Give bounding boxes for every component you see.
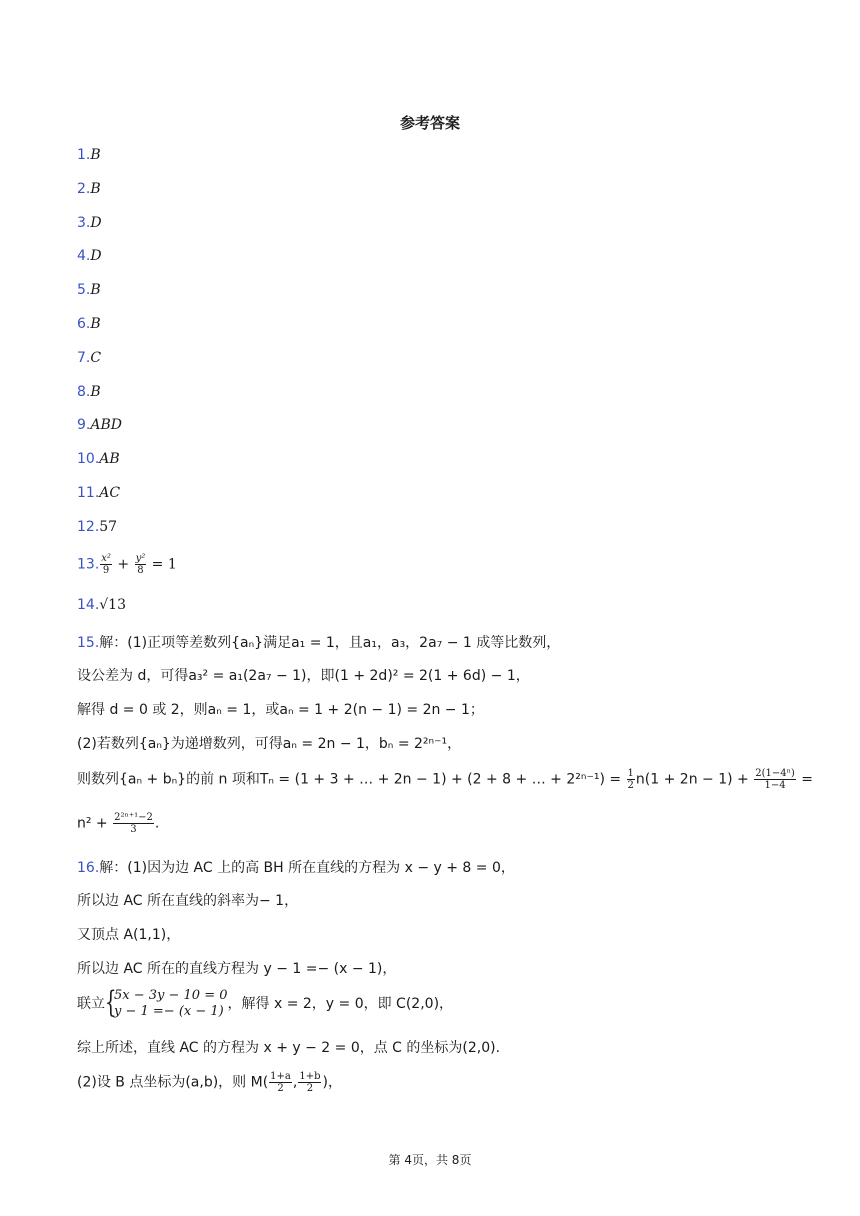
question-number: 2. xyxy=(77,181,91,197)
denominator: 2 xyxy=(306,1083,314,1094)
solution-line: 又顶点 A(1,1)， xyxy=(77,927,181,943)
question-number: 15. xyxy=(77,635,100,651)
numerator: 1+a xyxy=(270,1071,291,1082)
solution-line xyxy=(77,812,800,835)
denominator: 1−4 xyxy=(764,780,786,791)
question-number: 5. xyxy=(77,282,91,298)
solution-line xyxy=(77,985,800,1020)
answer-line xyxy=(77,248,800,264)
solution-line: 所以边 AC 所在直线的斜率为− 1， xyxy=(77,893,299,909)
answer-text: AC xyxy=(99,485,121,501)
answer-line-13 xyxy=(77,553,800,576)
solution-line: (2)若数列{aₙ}为递增数列，可得aₙ = 2n − 1，bₙ = 2²ⁿ⁻¹， xyxy=(77,736,462,752)
answer-text: ABD xyxy=(90,417,122,433)
denominator: 3 xyxy=(130,824,137,835)
page-footer: 第 4页，共 8页 xyxy=(388,1153,472,1167)
question-number: 11. xyxy=(77,485,100,501)
answer-line-14 xyxy=(77,597,800,613)
math-text: + xyxy=(112,556,134,573)
answer-line xyxy=(77,519,800,535)
math-text: = 1 xyxy=(147,556,177,573)
solution-text: ，解得 x = 2，y = 0，即 C(2,0)， xyxy=(227,996,454,1012)
answer-text: B xyxy=(90,147,101,163)
answer-line xyxy=(77,316,800,332)
numerator: 2²ⁿ⁺¹−2 xyxy=(114,812,153,823)
solution-text: 则数列{aₙ + bₙ}的前 n 项和Tₙ = (1 + 3 + … + 2n − 1) + (2 + 8 + … + 2²ⁿ⁻¹) = xyxy=(77,771,626,788)
solution-text: , xyxy=(292,1074,298,1091)
answer-line xyxy=(77,417,800,433)
solution-text: 解：(1)因为边 AC 上的高 BH 所在直线的方程为 x − y + 8 = 0， xyxy=(99,860,515,876)
denominator: 2 xyxy=(627,780,634,791)
fraction xyxy=(627,768,635,791)
question-number: 9. xyxy=(77,417,91,433)
fraction xyxy=(113,812,154,835)
answer-text: C xyxy=(90,350,102,366)
fraction xyxy=(135,553,147,576)
answer-line xyxy=(77,282,800,298)
answer-text: 57 xyxy=(99,519,118,535)
fraction xyxy=(100,553,112,576)
denominator: 2 xyxy=(277,1083,284,1094)
solution-text: n² + xyxy=(77,815,113,832)
numerator: x² xyxy=(101,553,111,564)
numerator: 2(1−4ⁿ) xyxy=(755,768,795,779)
solution-text: . xyxy=(154,815,160,832)
answer-line xyxy=(77,384,800,400)
fraction xyxy=(754,768,796,791)
answer-line xyxy=(77,181,800,197)
answer-text: AB xyxy=(99,451,120,467)
fraction xyxy=(298,1071,321,1094)
solution-text: 联立 xyxy=(77,996,105,1012)
question-number: 1. xyxy=(77,147,91,163)
solution-line xyxy=(77,1071,800,1094)
question-number: 7. xyxy=(77,350,91,366)
solution-line xyxy=(77,768,814,791)
answer-line xyxy=(77,147,800,163)
answer-line xyxy=(77,215,800,231)
question-number: 16. xyxy=(77,860,100,876)
question-number: 12. xyxy=(77,519,100,535)
brace-icon: { xyxy=(105,985,117,1020)
question-number: 10. xyxy=(77,451,100,467)
solution-text: 解：(1)正项等差数列{aₙ}满足a₁ = 1，且a₁，a₃，2a₇ − 1 成等比数列， xyxy=(99,635,561,651)
question-number: 4. xyxy=(77,248,91,264)
answer-line xyxy=(77,350,800,366)
answer-text: B xyxy=(90,282,101,298)
answer-line xyxy=(77,485,800,501)
denominator: 9 xyxy=(102,565,110,576)
page-title: 参考答案 xyxy=(399,114,460,132)
answer-text: B xyxy=(90,384,101,400)
numerator: y² xyxy=(135,553,146,564)
question-number: 8. xyxy=(77,384,91,400)
solution-text: n(1 + 2n − 1) + xyxy=(635,771,754,788)
question-number: 13. xyxy=(77,556,100,573)
question-number: 6. xyxy=(77,316,91,332)
answer-text: B xyxy=(90,181,101,197)
answer-text: D xyxy=(90,248,102,264)
denominator: 8 xyxy=(137,565,144,576)
numerator: 1+b xyxy=(299,1071,321,1082)
solution-line: 设公差为 d，可得a₃² = a₁(2a₇ − 1)，即(1 + 2d)² = 2(1 + 6d) − 1， xyxy=(77,668,530,684)
answer-text: √13 xyxy=(99,597,127,613)
answer-text: B xyxy=(90,316,101,332)
solution-line: 解得 d = 0 或 2，则aₙ = 1，或aₙ = 1 + 2(n − 1) = 2n − 1； xyxy=(77,702,484,718)
solution-text: = xyxy=(796,771,814,788)
solution-line xyxy=(77,857,800,877)
fraction xyxy=(269,1071,292,1094)
equation: y − 1 =− (x − 1) xyxy=(114,1004,224,1019)
equation-system xyxy=(105,985,228,1020)
solution-text: (2)设 B 点坐标为(a,b)，则 M( xyxy=(77,1074,269,1091)
question-number: 14. xyxy=(77,597,100,613)
question-number: 3. xyxy=(77,215,91,231)
equation: 5x − 3y − 10 = 0 xyxy=(114,988,228,1003)
numerator: 1 xyxy=(627,768,634,779)
answer-line xyxy=(77,451,800,467)
answer-text: D xyxy=(90,215,102,231)
solution-text: )， xyxy=(322,1074,342,1091)
solution-line: 所以边 AC 所在的直线方程为 y − 1 =− (x − 1)， xyxy=(77,961,397,977)
solution-line xyxy=(77,632,800,652)
solution-line: 综上所述，直线 AC 的方程为 x + y − 2 = 0，点 C 的坐标为(2,0). xyxy=(77,1040,501,1056)
